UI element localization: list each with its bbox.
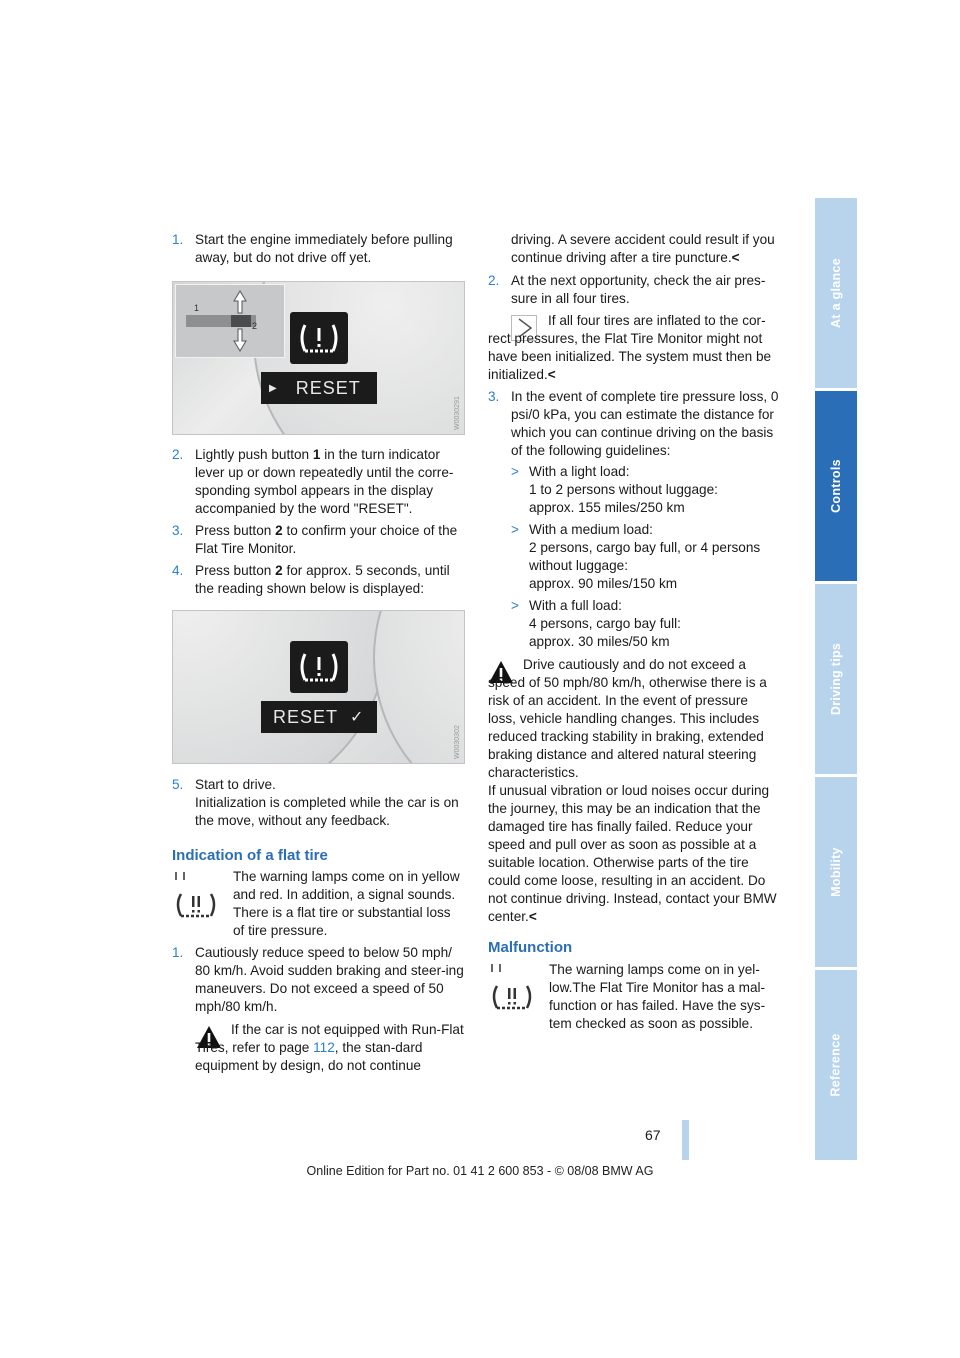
text-part: If the car is not equipped with Run-Flat Tires, refer to page	[195, 1022, 464, 1055]
text-part: driving. A severe accident could result if you continue driving after a tire puncture.	[511, 232, 775, 265]
list-item	[511, 463, 779, 517]
step-text: Start the engine immediately before pulling away, but do not drive off yet.	[195, 232, 453, 265]
instrument-cluster-image-2	[172, 610, 465, 764]
bullet-line: 2 persons, cargo bay full, or 4 persons without luggage:	[529, 540, 761, 573]
tire-warning-display	[290, 312, 348, 364]
text-part: Lightly push button	[195, 447, 313, 462]
step-number: 1.	[172, 232, 184, 247]
end-mark: <	[528, 909, 537, 924]
step-4	[172, 562, 467, 598]
description-text: The warning lamps come on in yel-low.The Flat Tire Monitor has a mal-function or has failed. Have the sys-tem checked as soon as possible.	[549, 962, 766, 1031]
bullet-line: approx. 30 miles/50 km	[529, 634, 670, 649]
bullet-marker: >	[511, 464, 519, 479]
continuation-text	[511, 231, 779, 267]
heading-flat-tire: Indication of a flat tire	[172, 847, 328, 864]
step-text	[195, 776, 467, 830]
bullet-line: 4 persons, cargo bay full:	[529, 616, 681, 631]
tab-mobility[interactable]	[815, 777, 857, 967]
step-2	[172, 446, 467, 518]
tab-at-a-glance[interactable]	[815, 198, 857, 388]
step-5	[172, 776, 467, 830]
online-edition-footer: Online Edition for Part no. 01 41 2 600 853 - © 08/08 BMW AG	[306, 1164, 654, 1178]
right-step-2	[488, 272, 779, 308]
step-number: 3.	[172, 523, 184, 538]
tab-label: Mobility	[829, 847, 843, 897]
load-list	[511, 463, 779, 651]
tab-label: Controls	[829, 459, 844, 513]
malfunction-lamp-icon	[488, 962, 536, 1014]
reset-display	[261, 701, 377, 733]
step-text: In the event of complete tire pressure loss, 0 psi/0 kPa, you can estimate the distance for which you can continue driving on the basis of the following guidelines:	[511, 389, 779, 458]
checkmark-icon: ✓	[350, 709, 365, 726]
text-part: Press button	[195, 563, 276, 578]
tab-label: Driving tips	[829, 642, 844, 716]
bullet-marker: >	[511, 522, 519, 537]
step-number: 4.	[172, 563, 184, 578]
step-3	[172, 522, 467, 558]
page-marker-bar	[682, 1120, 689, 1160]
step-text	[195, 446, 467, 518]
bullet-marker: >	[511, 598, 519, 613]
runflat-warning-text	[195, 1021, 467, 1075]
reset-label: RESET	[295, 377, 361, 398]
button-ref: 2	[275, 523, 283, 538]
driving-warning	[488, 656, 779, 926]
gauge-dial	[172, 610, 387, 764]
svg-text:1: 1	[194, 303, 200, 313]
bullet-title: With a light load:	[529, 464, 630, 479]
list-item	[511, 597, 779, 651]
reset-display	[261, 372, 377, 404]
note-text: If all four tires are inflated to the cor-rect pressures, the Flat Tire Monitor might not have been initialized. The system must then be initialized.	[488, 313, 772, 382]
text-part: to confirm your choice of the Flat Tire Monitor.	[195, 523, 458, 556]
bullet-line: approx. 90 miles/150 km	[529, 576, 678, 591]
step-number: 2.	[488, 273, 500, 288]
text-part: Start to drive.	[195, 777, 276, 792]
flat-tire-description	[233, 868, 465, 940]
bullet-title: With a medium load:	[529, 522, 653, 537]
end-mark: <	[731, 250, 740, 265]
list-item	[511, 521, 779, 593]
arrow-right-icon: ▶	[269, 382, 278, 394]
flat-tire-warning-icon	[297, 648, 341, 686]
text-part: Initialization is completed while the car is on the move, without any feedback.	[195, 795, 459, 828]
turn-indicator-lever-icon	[176, 285, 284, 357]
step-number: 5.	[172, 777, 184, 792]
image-code: W0030291	[454, 396, 461, 430]
end-mark: <	[547, 367, 556, 382]
bullet-line: approx. 155 miles/250 km	[529, 500, 685, 515]
warning-text-2	[488, 782, 779, 926]
tab-label: At a glance	[829, 258, 843, 328]
tab-driving-tips[interactable]	[815, 584, 857, 774]
tire-warning-display	[290, 641, 348, 693]
step-text	[195, 522, 467, 558]
text-part: If unusual vibration or loud noises occur during the journey, this may be an indication that the damaged tire has finally failed. Reduce your speed and pull over as soon as possible at a suitable location. Otherwise parts of the tire could come loose, resulting in an accident. Do not continue driving. Instead, contact your BMW center.	[488, 783, 777, 924]
description-text: The warning lamps come on in yellow and red. In addition, a signal sounds. There is a flat tire or substantial loss of tire pressure.	[233, 869, 460, 938]
text-part: in the turn indicator lever up or down repeatedly until the corre-sponding symbol appears in the display accompanied by the word "RESET".	[195, 447, 454, 516]
step-1	[172, 231, 467, 267]
button-ref: 2	[275, 563, 283, 578]
image-code: W0030302	[454, 725, 461, 759]
step-number: 2.	[172, 447, 184, 462]
note	[488, 312, 779, 384]
warning-text: Drive cautiously and do not exceed a speed of 50 mph/80 km/h, otherwise there is a risk of an accident. In the event of pressure loss, vehicle handling changes. This includes reduced tracking stability in braking, extended braking distance and altered natural steering characteristics.	[488, 657, 767, 780]
step-text	[195, 562, 467, 598]
bullet-line: 1 to 2 persons without luggage:	[529, 482, 718, 497]
step-number: 3.	[488, 389, 500, 404]
instrument-cluster-image-1	[172, 281, 465, 435]
page-number: 67	[645, 1127, 661, 1143]
flat-tire-warning-icon	[297, 319, 341, 357]
step-text: Cautiously reduce speed to below 50 mph/ 80 km/h. Avoid sudden braking and steer-ing maneuvers. Do not exceed a speed of 50 mph/80 km/h.	[195, 945, 464, 1014]
tab-controls[interactable]	[815, 391, 857, 581]
bullet-title: With a full load:	[529, 598, 622, 613]
svg-text:2: 2	[252, 321, 258, 331]
text-part: , the stan-dard equipment by design, do not continue	[195, 1040, 423, 1073]
gauge-dial	[373, 610, 465, 764]
malfunction-description	[549, 961, 779, 1033]
text-part: for approx. 5 seconds, until the reading shown below is displayed:	[195, 563, 450, 596]
runflat-warning	[195, 1021, 467, 1075]
step-number: 1.	[172, 945, 184, 960]
turn-indicator-lever-inset	[175, 284, 285, 358]
tab-reference[interactable]	[815, 970, 857, 1160]
reset-label: RESET	[273, 706, 339, 727]
text-part: Press button	[195, 523, 276, 538]
button-ref: 1	[312, 447, 321, 462]
page-link[interactable]: 112	[313, 1040, 335, 1055]
heading-malfunction: Malfunction	[488, 939, 573, 956]
tab-label: Reference	[829, 1033, 843, 1097]
step-text: At the next opportunity, check the air pres-sure in all four tires.	[511, 273, 766, 306]
flat-tire-lamp-icon	[172, 870, 220, 922]
flat-step-1	[172, 944, 467, 1016]
right-step-3	[488, 388, 779, 460]
